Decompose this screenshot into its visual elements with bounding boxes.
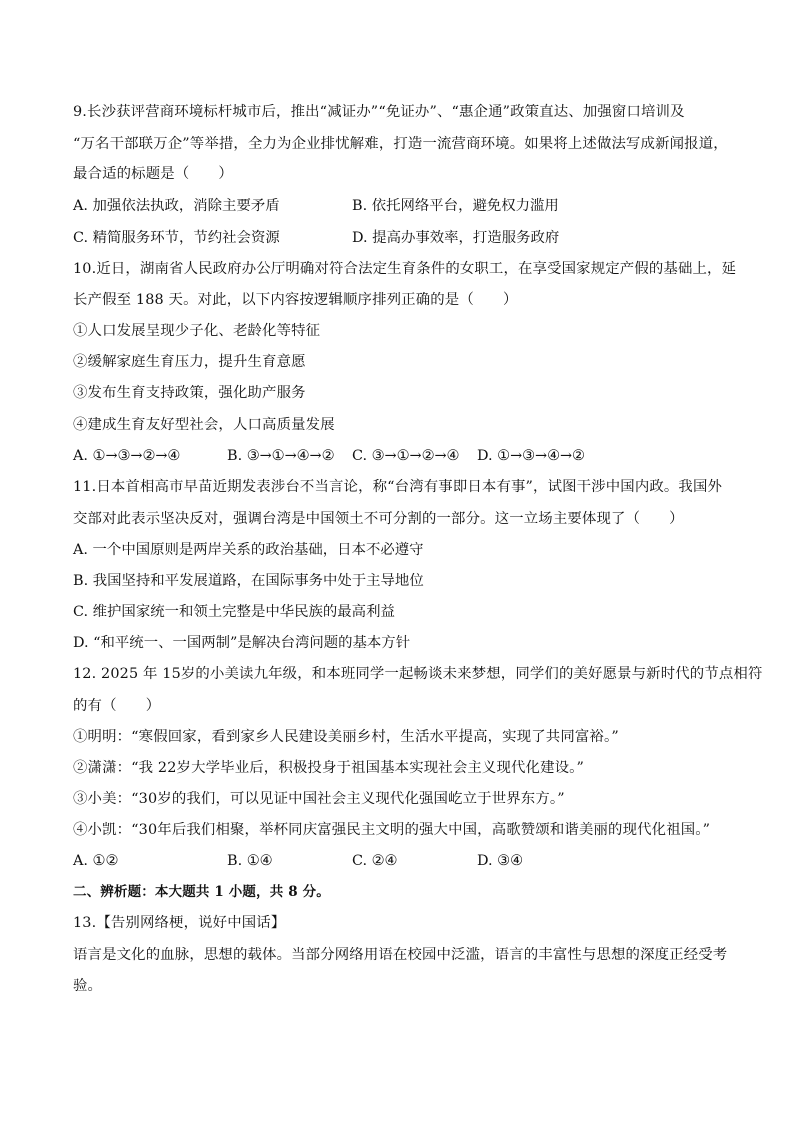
q13-text-line-2: 验。 — [73, 978, 103, 994]
q12-item-2: ②潇潇：“我 22岁大学毕业后，积极投身于祖国基本实现社会主义现代化建设。” — [73, 760, 584, 776]
q12-option-b[interactable]: B. ①④ — [227, 853, 273, 869]
q11-option-c[interactable]: C. 维护国家统一和领土完整是中华民族的最高利益 — [73, 604, 395, 620]
q9-option-c[interactable]: C. 精简服务环节，节约社会资源 — [73, 230, 280, 246]
q10-option-d[interactable]: D. ①→③→④→② — [477, 448, 585, 464]
q10-item-4: ④建成生育友好型社会，人口高质量发展 — [73, 417, 335, 433]
q9-stem-line-2: “万名干部联万企”等举措，全力为企业排忧解难，打造一流营商环境。如果将上述做法写成新闻报道， — [73, 136, 728, 152]
q11-stem-line-1: 11.日本首相高市早苗近期发表涉台不当言论，称“台湾有事即日本有事”，试图干涉中国内政。我国外 — [73, 479, 723, 495]
q12-option-c[interactable]: C. ②④ — [352, 853, 398, 869]
q13-text-line-1: 语言是文化的血脉，思想的载体。当部分网络用语在校园中泛滥，语言的丰富性与思想的深度正经受考 — [73, 947, 728, 963]
q10-stem-line-2: 长产假至 188 天。对此，以下内容按逻辑顺序排列正确的是（ ） — [73, 292, 518, 308]
q12-item-1: ①明明：“寒假回家，看到家乡人民建设美丽乡村，生活水平提高，实现了共同富裕。” — [73, 729, 619, 745]
section-heading: 二、辨析题：本大题共 1 小题，共 8 分。 — [73, 884, 330, 900]
q10-item-2: ②缓解家庭生育压力，提升生育意愿 — [73, 354, 306, 370]
q11-stem-line-2: 交部对此表示坚决反对，强调台湾是中国领土不可分割的一部分。这一立场主要体现了（ ） — [73, 511, 684, 527]
q10-option-a[interactable]: A. ①→③→②→④ — [73, 448, 181, 464]
q10-option-b[interactable]: B. ③→①→④→② — [227, 448, 335, 464]
q12-stem-line-1: 12. 2025 年 15岁的小美读九年级，和本班同学一起畅谈未来梦想，同学们的美好愿景与新时代的节点相符 — [73, 666, 763, 682]
q12-option-a[interactable]: A. ①② — [73, 853, 119, 869]
q12-item-4: ④小凯：“30年后我们相聚，举杯同庆富强民主文明的强大中国，高歌赞颂和谐美丽的现代化祖国。” — [73, 822, 711, 838]
q12-option-d[interactable]: D. ③④ — [477, 853, 523, 869]
q13-title: 13.【告别网络梗，说好中国话】 — [73, 915, 286, 931]
q12-item-3: ③小美：“30岁的我们，可以见证中国社会主义现代化强国屹立于世界东方。” — [73, 791, 565, 807]
q11-option-b[interactable]: B. 我国坚持和平发展道路，在国际事务中处于主导地位 — [73, 573, 424, 589]
q10-item-1: ①人口发展呈现少子化、老龄化等特征 — [73, 323, 321, 339]
q11-option-a[interactable]: A. 一个中国原则是两岸关系的政治基础，日本不必遵守 — [73, 542, 424, 558]
q10-option-c[interactable]: C. ③→①→②→④ — [352, 448, 460, 464]
q9-option-a[interactable]: A. 加强依法执政，消除主要矛盾 — [73, 198, 280, 214]
q10-item-3: ③发布生育支持政策，强化助产服务 — [73, 385, 306, 401]
q11-option-d[interactable]: D. “和平统一、一国两制”是解决台湾问题的基本方针 — [73, 635, 411, 651]
q9-stem-line-1: 9.长沙获评营商环境标杆城市后，推出“减证办”“免证办”、“惠企通”政策直达、加强窗口培训及 — [73, 104, 685, 120]
q9-stem-line-3: 最合适的标题是（ ） — [73, 166, 233, 182]
q10-stem-line-1: 10.近日，湖南省人民政府办公厅明确对符合法定生育条件的女职工，在享受国家规定产假的基础上，延 — [73, 261, 737, 277]
q12-stem-line-2: 的有（ ） — [73, 698, 161, 714]
q9-option-d[interactable]: D. 提高办事效率，打造服务政府 — [352, 230, 560, 246]
q9-option-b[interactable]: B. 依托网络平台，避免权力滥用 — [352, 198, 559, 214]
